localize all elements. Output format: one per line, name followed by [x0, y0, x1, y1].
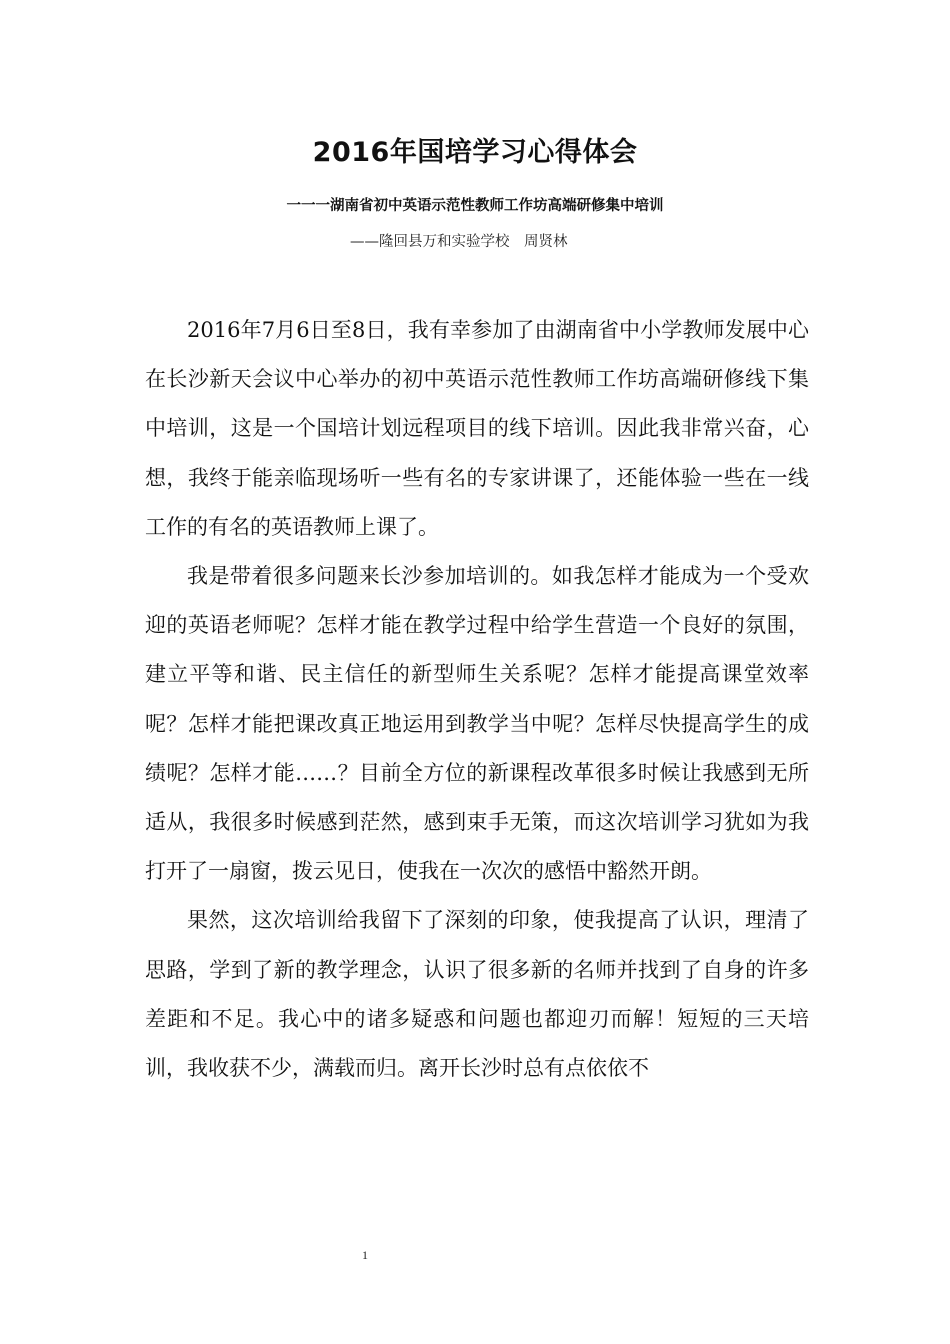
paragraph-1: 2016年7月6日至8日，我有幸参加了由湖南省中小学教师发展中心在长沙新天会议中心举办的初中英语示范性教师工作坊高端研修线下集中培训，这是一个国培计划远程项目的线下培训。因此我非常兴奋，心想，我终于能亲临现场听一些有名的专家讲课了，还能体验一些在一线工作的有名的英语教师上课了。 — [145, 318, 809, 539]
page-number: 1 — [362, 1248, 368, 1262]
document-title: 2016年国培学习心得体会 — [312, 137, 638, 168]
paragraph-3: 果然，这次培训给我留下了深刻的印象，使我提高了认识，理清了思路，学到了新的教学理念，认识了很多新的名师并找到了自身的许多差距和不足。我心中的诸多疑惑和问题也都迎刃而解！短短的三天培训，我收获不少，满载而归。离开长沙时总有点依依不 — [145, 908, 809, 1081]
paragraph-2: 我是带着很多问题来长沙参加培训的。如我怎样才能成为一个受欢迎的英语老师呢？怎样才能在教学过程中给学生营造一个良好的氛围，建立平等和谐、民主信任的新型师生关系呢？怎样才能提高课堂效率呢？怎样才能把课改真正地运用到教学当中呢？怎样尽快提高学生的成绩呢？怎样才能……？目前全方位的新课程改革很多时候让我感到无所适从，我很多时候感到茫然，感到束手无策，而这次培训学习犹如为我打开了一扇窗，拨云见日，使我在一次次的感悟中豁然开朗。 — [145, 564, 809, 884]
author-line: ——隆回县万和实验学校 周贤林 — [350, 234, 568, 250]
document-body — [145, 306, 809, 1093]
document-subtitle: 一一一湖南省初中英语示范性教师工作坊高端研修集中培训 — [286, 198, 664, 214]
